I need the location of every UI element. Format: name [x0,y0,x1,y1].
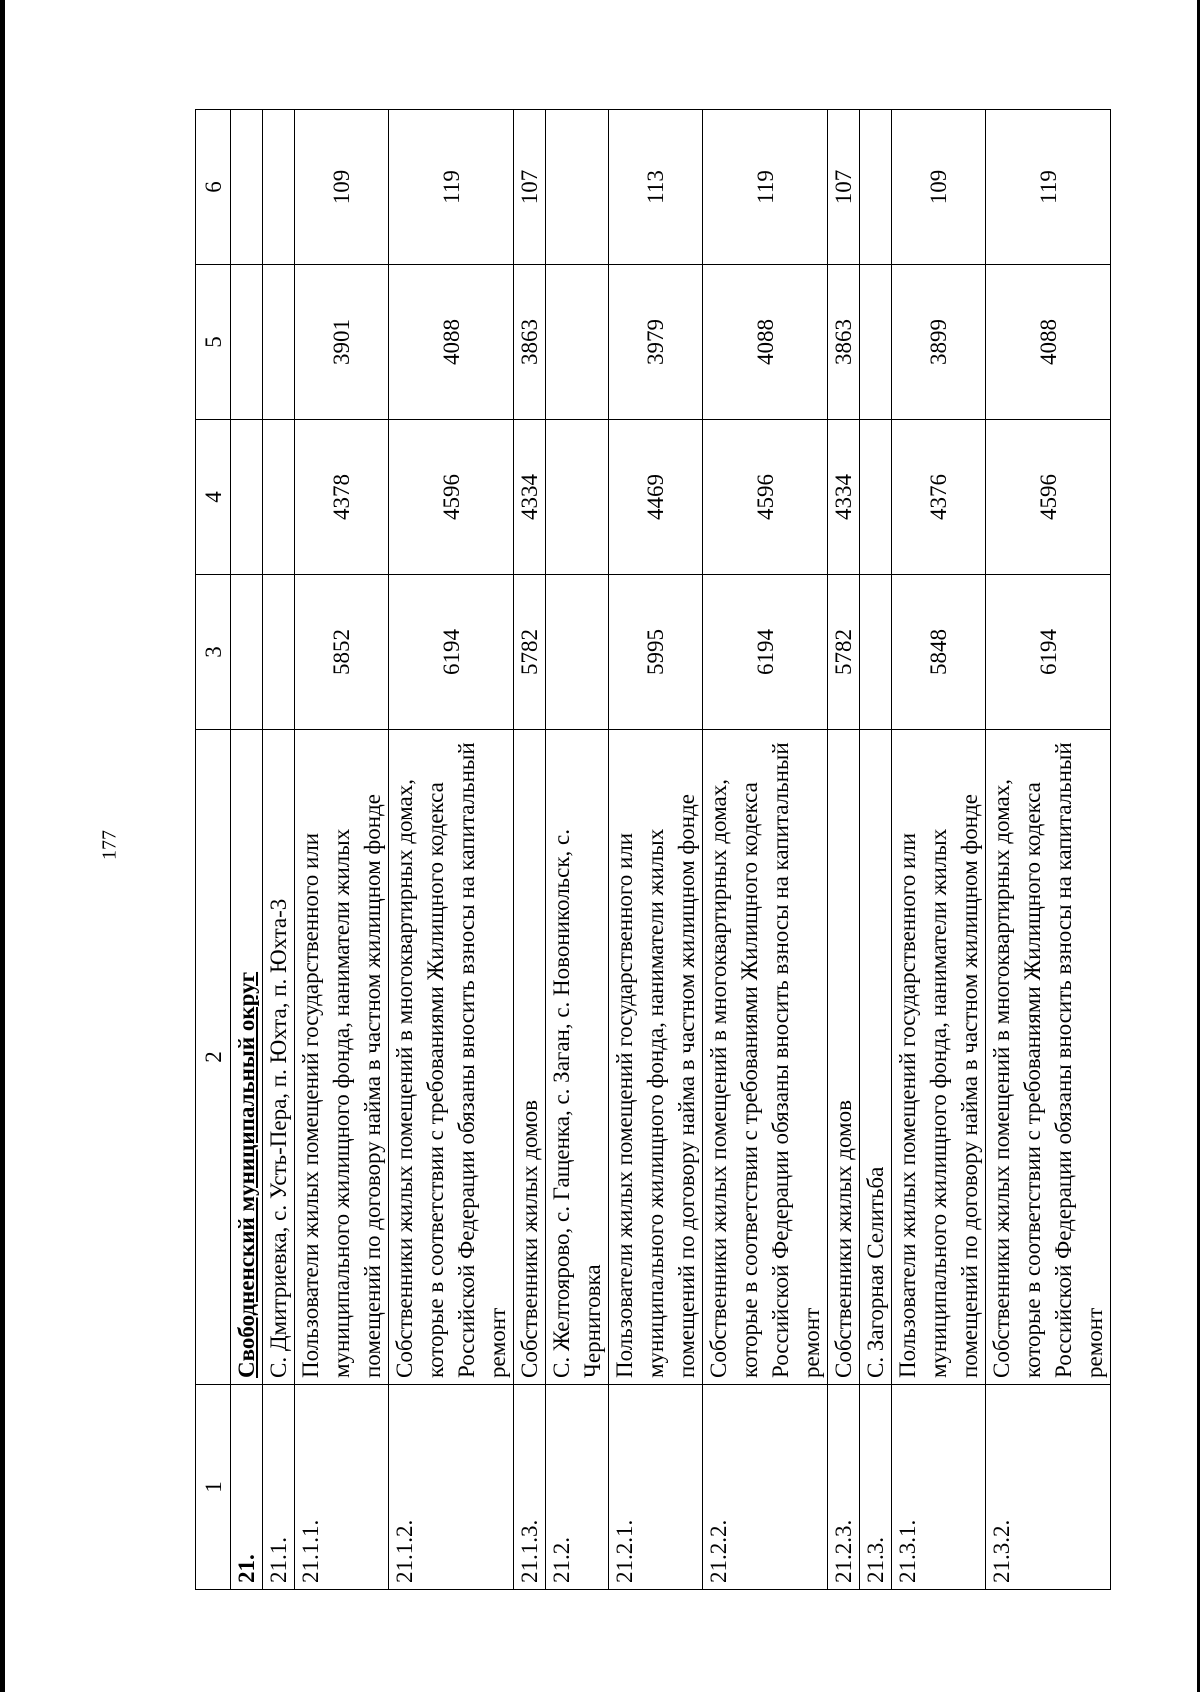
header-cell-5: 5 [196,265,231,420]
table-row [860,110,892,1590]
row-code: 21.3.2. [986,1385,1111,1590]
value-col6: 119 [703,110,828,265]
row-text: Свободненский муниципальный округ [231,730,263,1385]
value-col3 [231,575,263,730]
row-text: Собственники жилых помещений в многоквартирных домах, которые в соответствии с требованиями Жилищного кодекса Российской Федерации обязаны вносить взносы на капитальный ремонт [703,730,828,1385]
value-col4 [231,420,263,575]
table-row [828,110,860,1590]
tariff-table [195,109,1111,1590]
value-col4: 4596 [703,420,828,575]
value-col6 [860,110,892,265]
value-col3 [263,575,295,730]
value-col4: 4376 [892,420,986,575]
header-cell-1: 1 [196,1385,231,1590]
value-col6: 113 [609,110,703,265]
table-row [514,110,546,1590]
value-col5 [231,265,263,420]
value-col3: 5852 [295,575,389,730]
table-row [389,110,514,1590]
header-cell-3: 3 [196,575,231,730]
value-col3: 6194 [703,575,828,730]
row-code: 21.2.3. [828,1385,860,1590]
row-text: Собственники жилых помещений в многоквартирных домах, которые в соответствии с требованиями Жилищного кодекса Российской Федерации обязаны вносить взносы на капитальный ремонт [986,730,1111,1385]
value-col5: 4088 [986,265,1111,420]
value-col6: 107 [514,110,546,265]
value-col5 [263,265,295,420]
row-text: Собственники жилых домов [828,730,860,1385]
header-cell-4: 4 [196,420,231,575]
value-col4: 4378 [295,420,389,575]
table-row [703,110,828,1590]
value-col5: 3899 [892,265,986,420]
row-code: 21.2.1. [609,1385,703,1590]
value-col4 [546,420,609,575]
value-col6 [546,110,609,265]
row-text: С. Дмитриевка, с. Усть-Пера, п. Юхта, п. Юхта-3 [263,730,295,1385]
row-text: С. Желтоярово, с. Гащенка, с. Заган, с. Новоникольск, с. Черниговка [546,730,609,1385]
value-col6 [231,110,263,265]
value-col3: 5848 [892,575,986,730]
table-row [546,110,609,1590]
table-row [609,110,703,1590]
value-col5: 4088 [389,265,514,420]
row-code: 21.2. [546,1385,609,1590]
value-col6: 119 [986,110,1111,265]
table-row [986,110,1111,1590]
row-text: Пользователи жилых помещений государственного или муниципального жилищного фонда, наниматели жилых помещений по договору найма в частном жилищном фонде [892,730,986,1385]
value-col4: 4596 [389,420,514,575]
row-text: Пользователи жилых помещений государственного или муниципального жилищного фонда, наниматели жилых помещений по договору найма в частном жилищном фонде [295,730,389,1385]
value-col6: 107 [828,110,860,265]
row-code: 21.1.1. [295,1385,389,1590]
value-col6 [263,110,295,265]
row-code: 21.1.3. [514,1385,546,1590]
value-col5: 3863 [514,265,546,420]
value-col3: 6194 [389,575,514,730]
table-row [892,110,986,1590]
row-code: 21.3.1. [892,1385,986,1590]
value-col6: 119 [389,110,514,265]
value-col6: 109 [295,110,389,265]
value-col5: 3901 [295,265,389,420]
value-col5: 3863 [828,265,860,420]
value-col6: 109 [892,110,986,265]
value-col5: 3979 [609,265,703,420]
value-col3 [546,575,609,730]
rotated-table-wrapper [195,110,1110,1590]
row-code: 21.2.2. [703,1385,828,1590]
row-code: 21.3. [860,1385,892,1590]
scan-edge-left [0,0,5,1692]
value-col4: 4334 [514,420,546,575]
row-text: Собственники жилых домов [514,730,546,1385]
value-col5 [546,265,609,420]
row-code: 21. [231,1385,263,1590]
value-col5: 4088 [703,265,828,420]
value-col4 [860,420,892,575]
header-cell-6: 6 [196,110,231,265]
page-number: 177 [98,830,121,860]
value-col4: 4334 [828,420,860,575]
value-col4: 4596 [986,420,1111,575]
value-col4 [263,420,295,575]
row-text: С. Загорная Селитьба [860,730,892,1385]
value-col3: 5782 [514,575,546,730]
row-text: Пользователи жилых помещений государственного или муниципального жилищного фонда, наниматели жилых помещений по договору найма в частном жилищном фонде [609,730,703,1385]
row-text: Собственники жилых помещений в многоквартирных домах, которые в соответствии с требованиями Жилищного кодекса Российской Федерации обязаны вносить взносы на капитальный ремонт [389,730,514,1385]
header-cell-2: 2 [196,730,231,1385]
value-col3: 5995 [609,575,703,730]
value-col4: 4469 [609,420,703,575]
row-code: 21.1. [263,1385,295,1590]
value-col3: 6194 [986,575,1111,730]
header-row [196,110,231,1590]
row-code: 21.1.2. [389,1385,514,1590]
table-row [263,110,295,1590]
table-row [231,110,263,1590]
value-col3: 5782 [828,575,860,730]
value-col5 [860,265,892,420]
value-col3 [860,575,892,730]
table-row [295,110,389,1590]
